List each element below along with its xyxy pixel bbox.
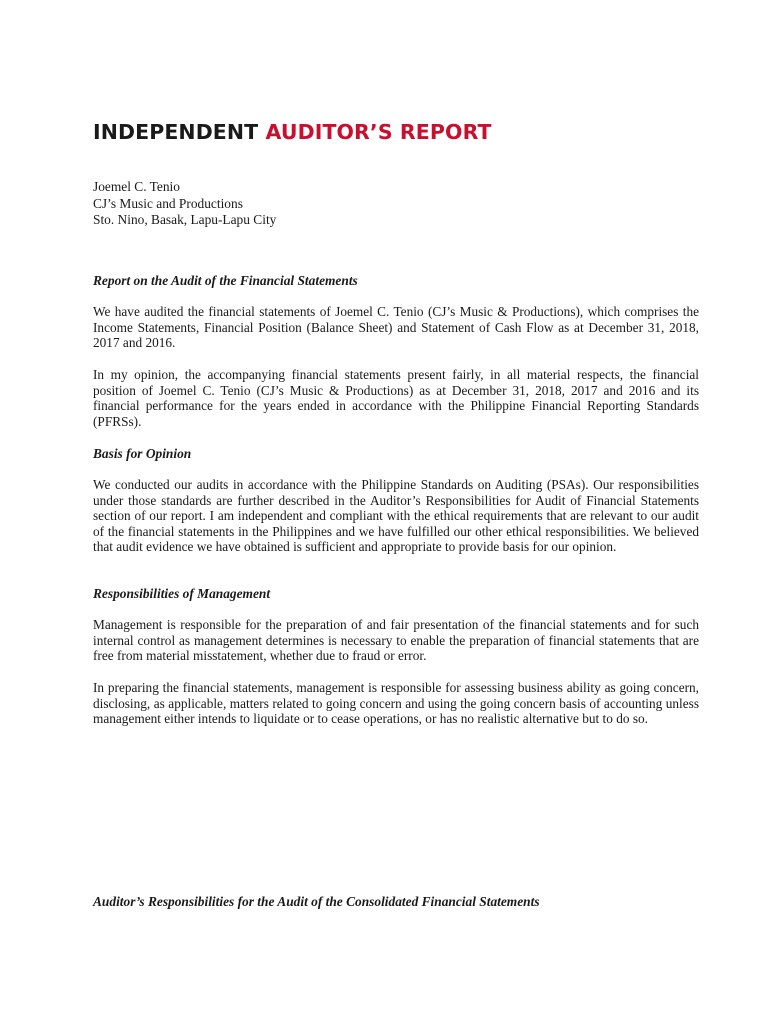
addressee-company: CJ’s Music and Productions xyxy=(93,195,243,211)
paragraph-audited-statements: We have audited the financial statements of Joemel C. Tenio (CJ’s Music & Productions), which comprises the Income Statements, Financial Position (Balance Sheet) and Statement of Cash Flow as at December 31, 2018, 2017 and 2016. xyxy=(93,304,699,351)
title-part-independent: INDEPENDENT xyxy=(93,120,259,144)
addressee-name: Joemel C. Tenio xyxy=(93,179,180,194)
addressee-block xyxy=(93,179,276,229)
heading-responsibilities-of-management: Responsibilities of Management xyxy=(93,586,271,601)
heading-basis-for-opinion: Basis for Opinion xyxy=(93,446,192,461)
paragraph-going-concern: In preparing the financial statements, management is responsible for assessing business ability as going concern, disclosing, as applicable, matters related to going concern and using the going concern basis of accounting unless management either intends to liquidate or to cease operations, or has no realistic alternative but to do so. xyxy=(93,680,699,727)
heading-auditors-responsibilities: Auditor’s Responsibilities for the Audit of the Consolidated Financial Statements xyxy=(93,894,540,909)
addressee-location: Sto. Nino, Basak, Lapu-Lapu City xyxy=(93,212,277,227)
paragraph-opinion: In my opinion, the accompanying financial statements present fairly, in all material respects, the financial position of Joemel C. Tenio (CJ’s Music & Productions) as at December 31, 2018, 2017 and 2016 and its financial performance for the years ended in accordance with the Philippine Financial Reporting Standards (PFRSs). xyxy=(93,367,699,429)
paragraph-basis-for-opinion: We conducted our audits in accordance with the Philippine Standards on Auditing (PSAs). Our responsibilities under those standards are further described in the Auditor’s Responsibilities for Audit of Financial Statements section of our report. I am independent and compliant with the ethical requirements that are relevant to our audit of the financial statements in the Philippines and we have fulfilled our other ethical responsibilities. We believed that audit evidence we have obtained is sufficient and appropriate to provide basis for our opinion. xyxy=(93,477,699,555)
report-title xyxy=(93,116,492,148)
title-part-auditors-report: AUDITOR’S REPORT xyxy=(265,120,492,144)
paragraph-management-responsibility: Management is responsible for the preparation of and fair presentation of the financial statements and for such internal control as management determines is necessary to enable the preparation of financial statements that are free from material misstatement, whether due to fraud or error. xyxy=(93,617,699,664)
heading-report-on-audit: Report on the Audit of the Financial Statements xyxy=(93,273,358,288)
